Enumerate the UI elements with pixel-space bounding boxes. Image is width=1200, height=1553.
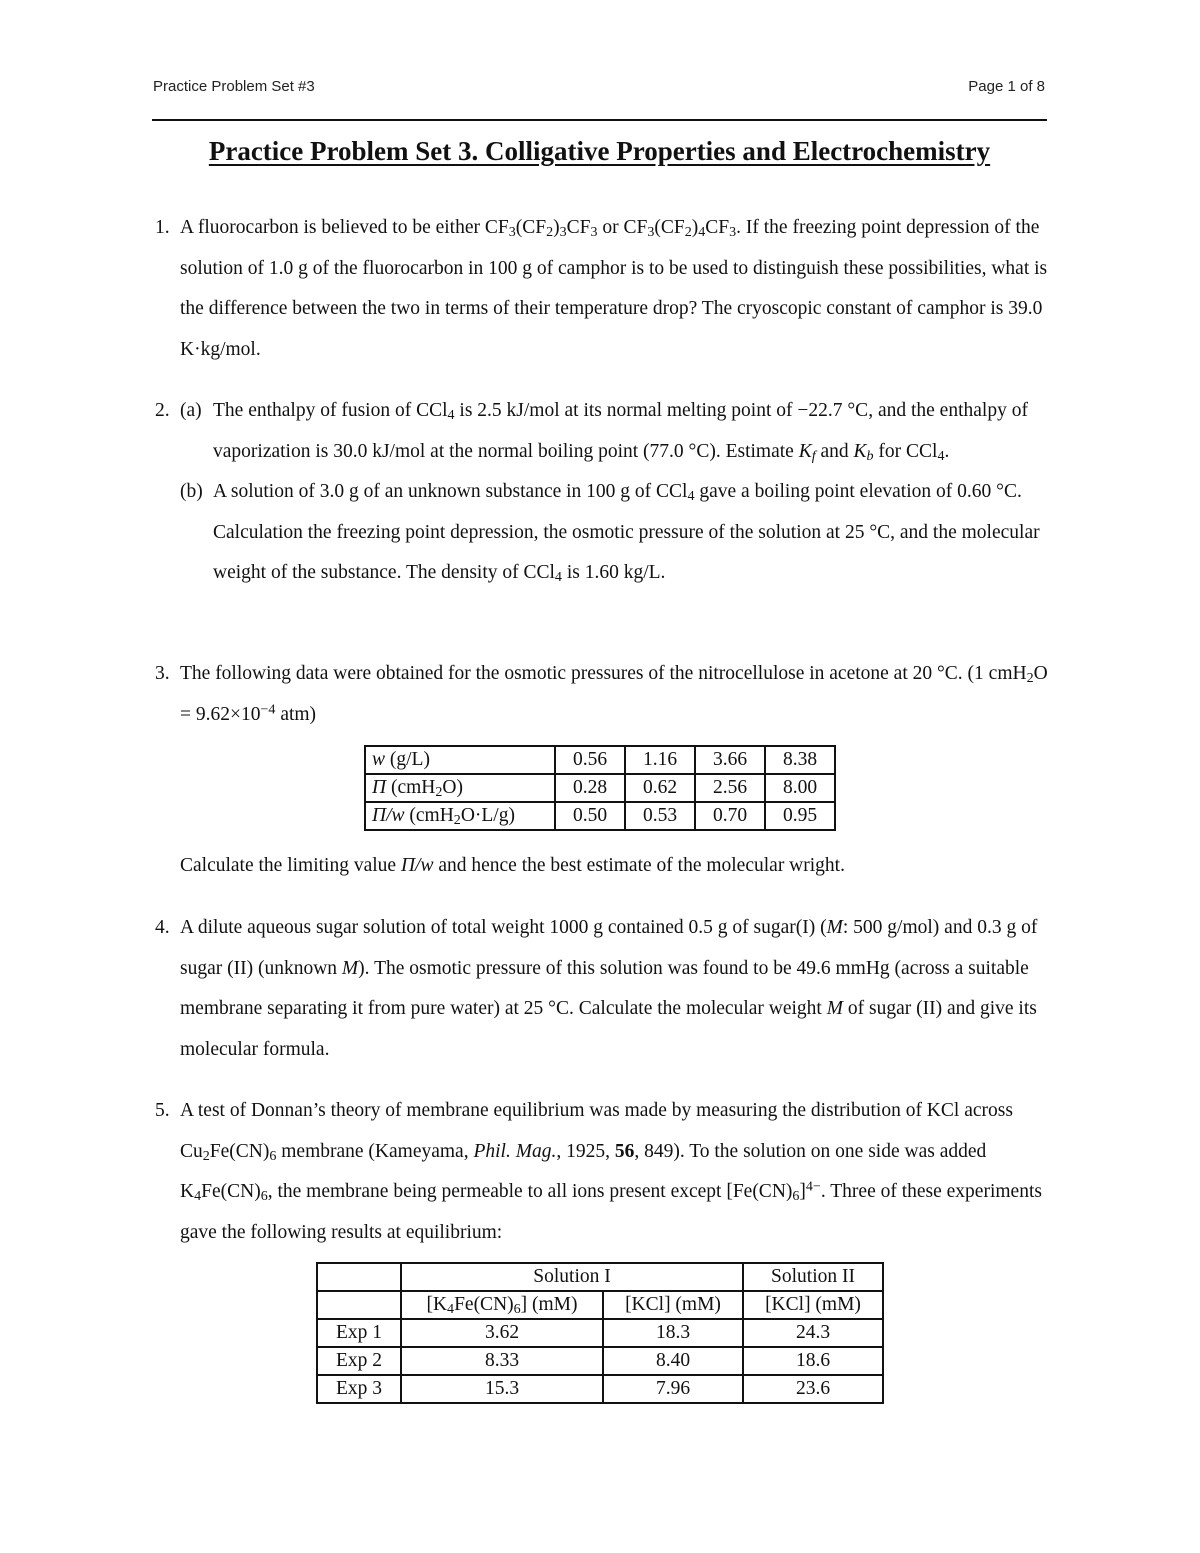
problem-text: Calculate the limiting value Π/w and hence the best estimate of the molecular wright. (180, 855, 845, 876)
page-number: Page 1 of 8 (968, 78, 1045, 95)
table-cell (317, 1291, 401, 1319)
header-rule (152, 119, 1047, 121)
table-row (317, 1291, 883, 1319)
column-header: [KCl] (mM) (603, 1291, 743, 1319)
problem-number: 2. (155, 400, 170, 421)
problem-3 (155, 654, 1050, 735)
table-cell: 0.50 (555, 802, 625, 830)
table-cell: 0.28 (555, 774, 625, 802)
table-row (317, 1375, 883, 1403)
donnan-results-table (316, 1262, 884, 1404)
table-cell (317, 1263, 401, 1291)
table-cell: 18.6 (743, 1347, 883, 1375)
problem-3-question (155, 846, 1050, 887)
problem-1 (155, 208, 1050, 370)
part-label: (b) (180, 481, 203, 502)
problem-number: 5. (155, 1100, 170, 1121)
problem-number: 1. (155, 217, 170, 238)
problem-text: A dilute aqueous sugar solution of total weight 1000 g contained 0.5 g of sugar(I) (M: 500 g/mol) and 0.3 g of sugar (II) (unknown M). The osmotic pressure of this solution was found to be 49.6 mmHg (across a suitable membrane separating it from pure water) at 25 °C. Calculate the molecular weight M of sugar (II) and give its molecular formula. (180, 917, 1038, 1060)
table-cell: 0.70 (695, 802, 765, 830)
problem-2b (180, 472, 1050, 594)
problem-2 (155, 391, 1050, 594)
table-cell: 3.66 (695, 746, 765, 774)
table-cell: 18.3 (603, 1319, 743, 1347)
table-row (317, 1347, 883, 1375)
problem-4 (155, 908, 1050, 1070)
row-header: Exp 3 (317, 1375, 401, 1403)
row-header: Π (cmH$_2$O) (365, 774, 555, 802)
table-cell: 3.62 (401, 1319, 603, 1347)
table-row (317, 1319, 883, 1347)
table-cell: 8.33 (401, 1347, 603, 1375)
table-cell: 1.16 (625, 746, 695, 774)
column-header: [KCl] (mM) (743, 1291, 883, 1319)
problem-text: The following data were obtained for the osmotic pressures of the nitrocellulose in acetone at 20 °C. (1 $cmH_2O = 9.62\times 10^{-4}$ atm) (180, 663, 1048, 725)
table-cell: 0.62 (625, 774, 695, 802)
osmotic-pressure-table (364, 745, 836, 831)
table-cell: 0.56 (555, 746, 625, 774)
table-cell: 7.96 (603, 1375, 743, 1403)
table-row (365, 774, 835, 802)
table-cell: 0.95 (765, 802, 835, 830)
table-cell: 8.40 (603, 1347, 743, 1375)
problem-text: A test of Donnan’s theory of membrane equilibrium was made by measuring the distribution of KCl across $Cu_2Fe(CN)_6$ membrane (Kameyama, Phil. Mag., 1925, 56, 849). To the solution on one side was added $K_4Fe(CN)_6$, the membrane being permeable to all ions present except $[Fe(CN)_6]^{4-}$. Three of these experiments gave the following results at equilibrium: (180, 1100, 1042, 1243)
column-group-header: Solution II (743, 1263, 883, 1291)
table-cell: 0.53 (625, 802, 695, 830)
part-text: A solution of 3.0 g of an unknown substance in 100 g of CCl$_4$ gave a boiling point elevation of 0.60 °C. Calculation the freezing point depression, the osmotic pressure of the solution at 25 °C, and the molecular weight of the substance. The density of CCl$_4$ is 1.60 kg/L. (213, 481, 1040, 586)
table-row (365, 746, 835, 774)
table-cell: 24.3 (743, 1319, 883, 1347)
problem-5 (155, 1091, 1050, 1253)
row-header: Π/w (cmH$_2$O·L/g) (365, 802, 555, 830)
page-title: Practice Problem Set 3. Colligative Properties and Electrochemistry (208, 136, 991, 166)
table-cell: 15.3 (401, 1375, 603, 1403)
problem-number: 4. (155, 917, 170, 938)
column-header: $[K_4Fe(CN)_6]$ (mM) (401, 1291, 603, 1319)
table-cell: 23.6 (743, 1375, 883, 1403)
row-header: Exp 1 (317, 1319, 401, 1347)
table-row (317, 1263, 883, 1291)
table-cell: 8.00 (765, 774, 835, 802)
row-header: w (g/L) (365, 746, 555, 774)
running-header-left: Practice Problem Set #3 (153, 78, 315, 95)
problem-text: A fluorocarbon is believed to be either $CF_3(CF_2)_3CF_3$ or $CF_3(CF_2)_4CF_3$. If the freezing point depression of the solution of 1.0 g of the fluorocarbon in 100 g of camphor is to be used to distinguish these possibilities, what is the difference between the two in terms of their temperature drop? The cryoscopic constant of camphor is 39.0 K·kg/mol. (180, 217, 1048, 360)
part-text: The enthalpy of fusion of CCl$_4$ is 2.5 kJ/mol at its normal melting point of −22.7 °C, and the enthalpy of vaporization is 30.0 kJ/mol at the normal boiling point (77.0 °C). Estimate $K_f$ and $K_b$ for CCl$_4$. (213, 400, 1028, 464)
problem-2a (180, 391, 1050, 472)
row-header: Exp 2 (317, 1347, 401, 1375)
problem-number: 3. (155, 663, 170, 684)
table-row (365, 802, 835, 830)
column-group-header: Solution I (401, 1263, 743, 1291)
table-cell: 2.56 (695, 774, 765, 802)
part-label: (a) (180, 400, 202, 421)
table-cell: 8.38 (765, 746, 835, 774)
